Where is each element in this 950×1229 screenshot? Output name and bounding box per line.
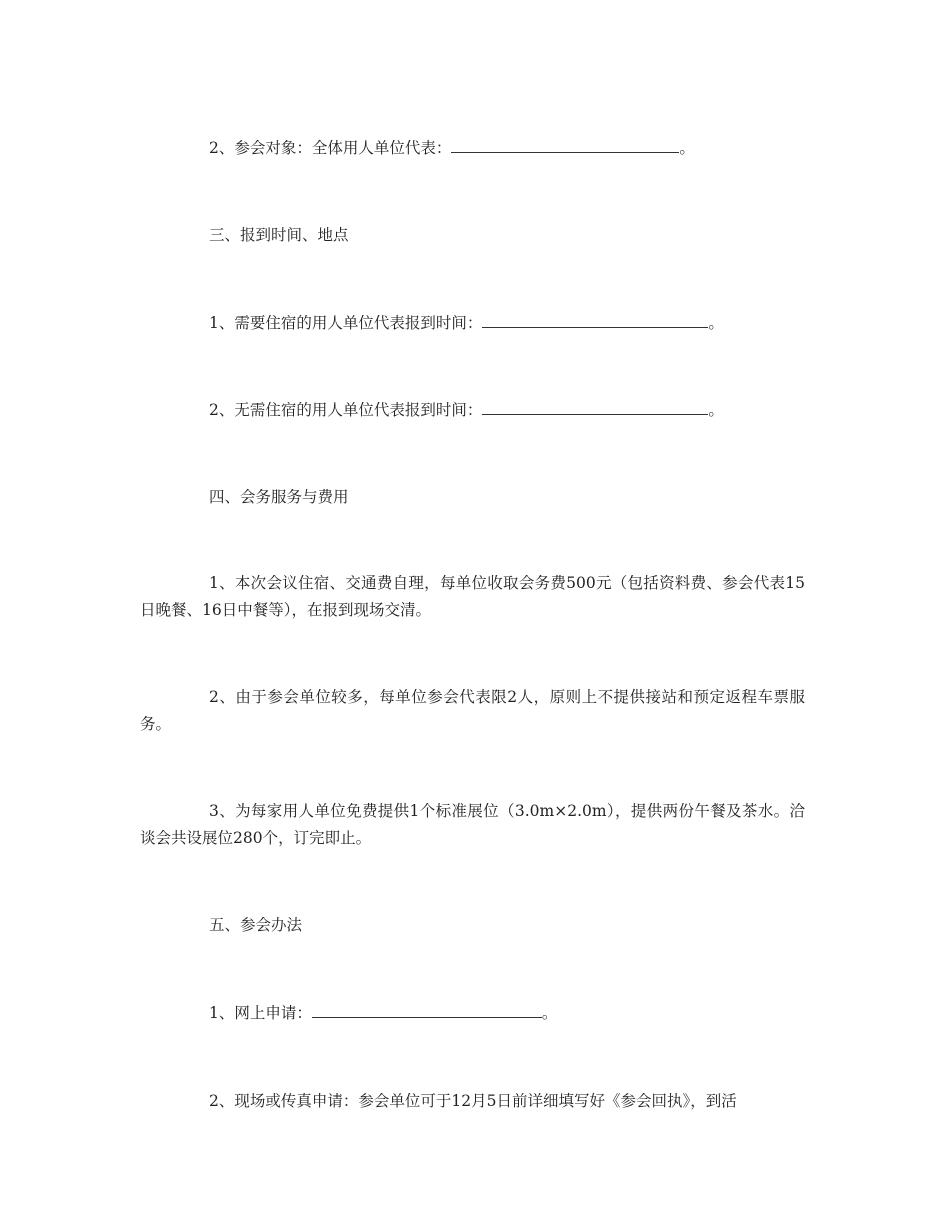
online-apply-end: 。: [541, 1004, 558, 1022]
checkin-no-lodging-end: 。: [708, 401, 724, 419]
fee-item-1: 1、本次会议住宿、交通费自理，每单位收取会务费500元（包括资料费、参会代表15日晚餐、16日中餐等），在报到现场交清。: [140, 574, 805, 619]
attendees-line: [209, 138, 695, 158]
attendees-end: 。: [679, 139, 695, 157]
checkin-no-lodging-blank: [482, 400, 708, 415]
online-apply-label: 1、网上申请：: [209, 1004, 312, 1022]
fee-item-2: 2、由于参会单位较多，每单位参会代表限2人，原则上不提供接站和预定返程车票服务。: [140, 688, 805, 733]
checkin-no-lodging-label: 2、无需住宿的用人单位代表报到时间：: [209, 401, 483, 419]
online-apply-blank: [312, 1003, 542, 1018]
attendees-label: 2、参会对象：全体用人单位代表：: [209, 139, 452, 157]
section-3-heading: 三、报到时间、地点: [209, 226, 349, 244]
section-5-heading: 五、参会办法: [209, 916, 303, 934]
attendees-blank: [451, 138, 679, 153]
section-4-heading: 四、会务服务与费用: [209, 488, 349, 506]
onsite-apply-line: 2、现场或传真申请：参会单位可于12月5日前详细填写好《参会回执》，到活: [209, 1092, 737, 1110]
checkin-lodging-blank: [482, 313, 708, 328]
checkin-no-lodging-line: [209, 400, 724, 420]
checkin-lodging-end: 。: [708, 314, 724, 332]
checkin-lodging-line: [209, 313, 724, 333]
checkin-lodging-label: 1、需要住宿的用人单位代表报到时间：: [209, 314, 483, 332]
fee-item-3: 3、为每家用人单位免费提供1个标准展位（3.0m×2.0m），提供两份午餐及茶水。洽谈会共设展位280个，订完即止。: [140, 802, 805, 847]
online-apply-line: [209, 1003, 557, 1023]
